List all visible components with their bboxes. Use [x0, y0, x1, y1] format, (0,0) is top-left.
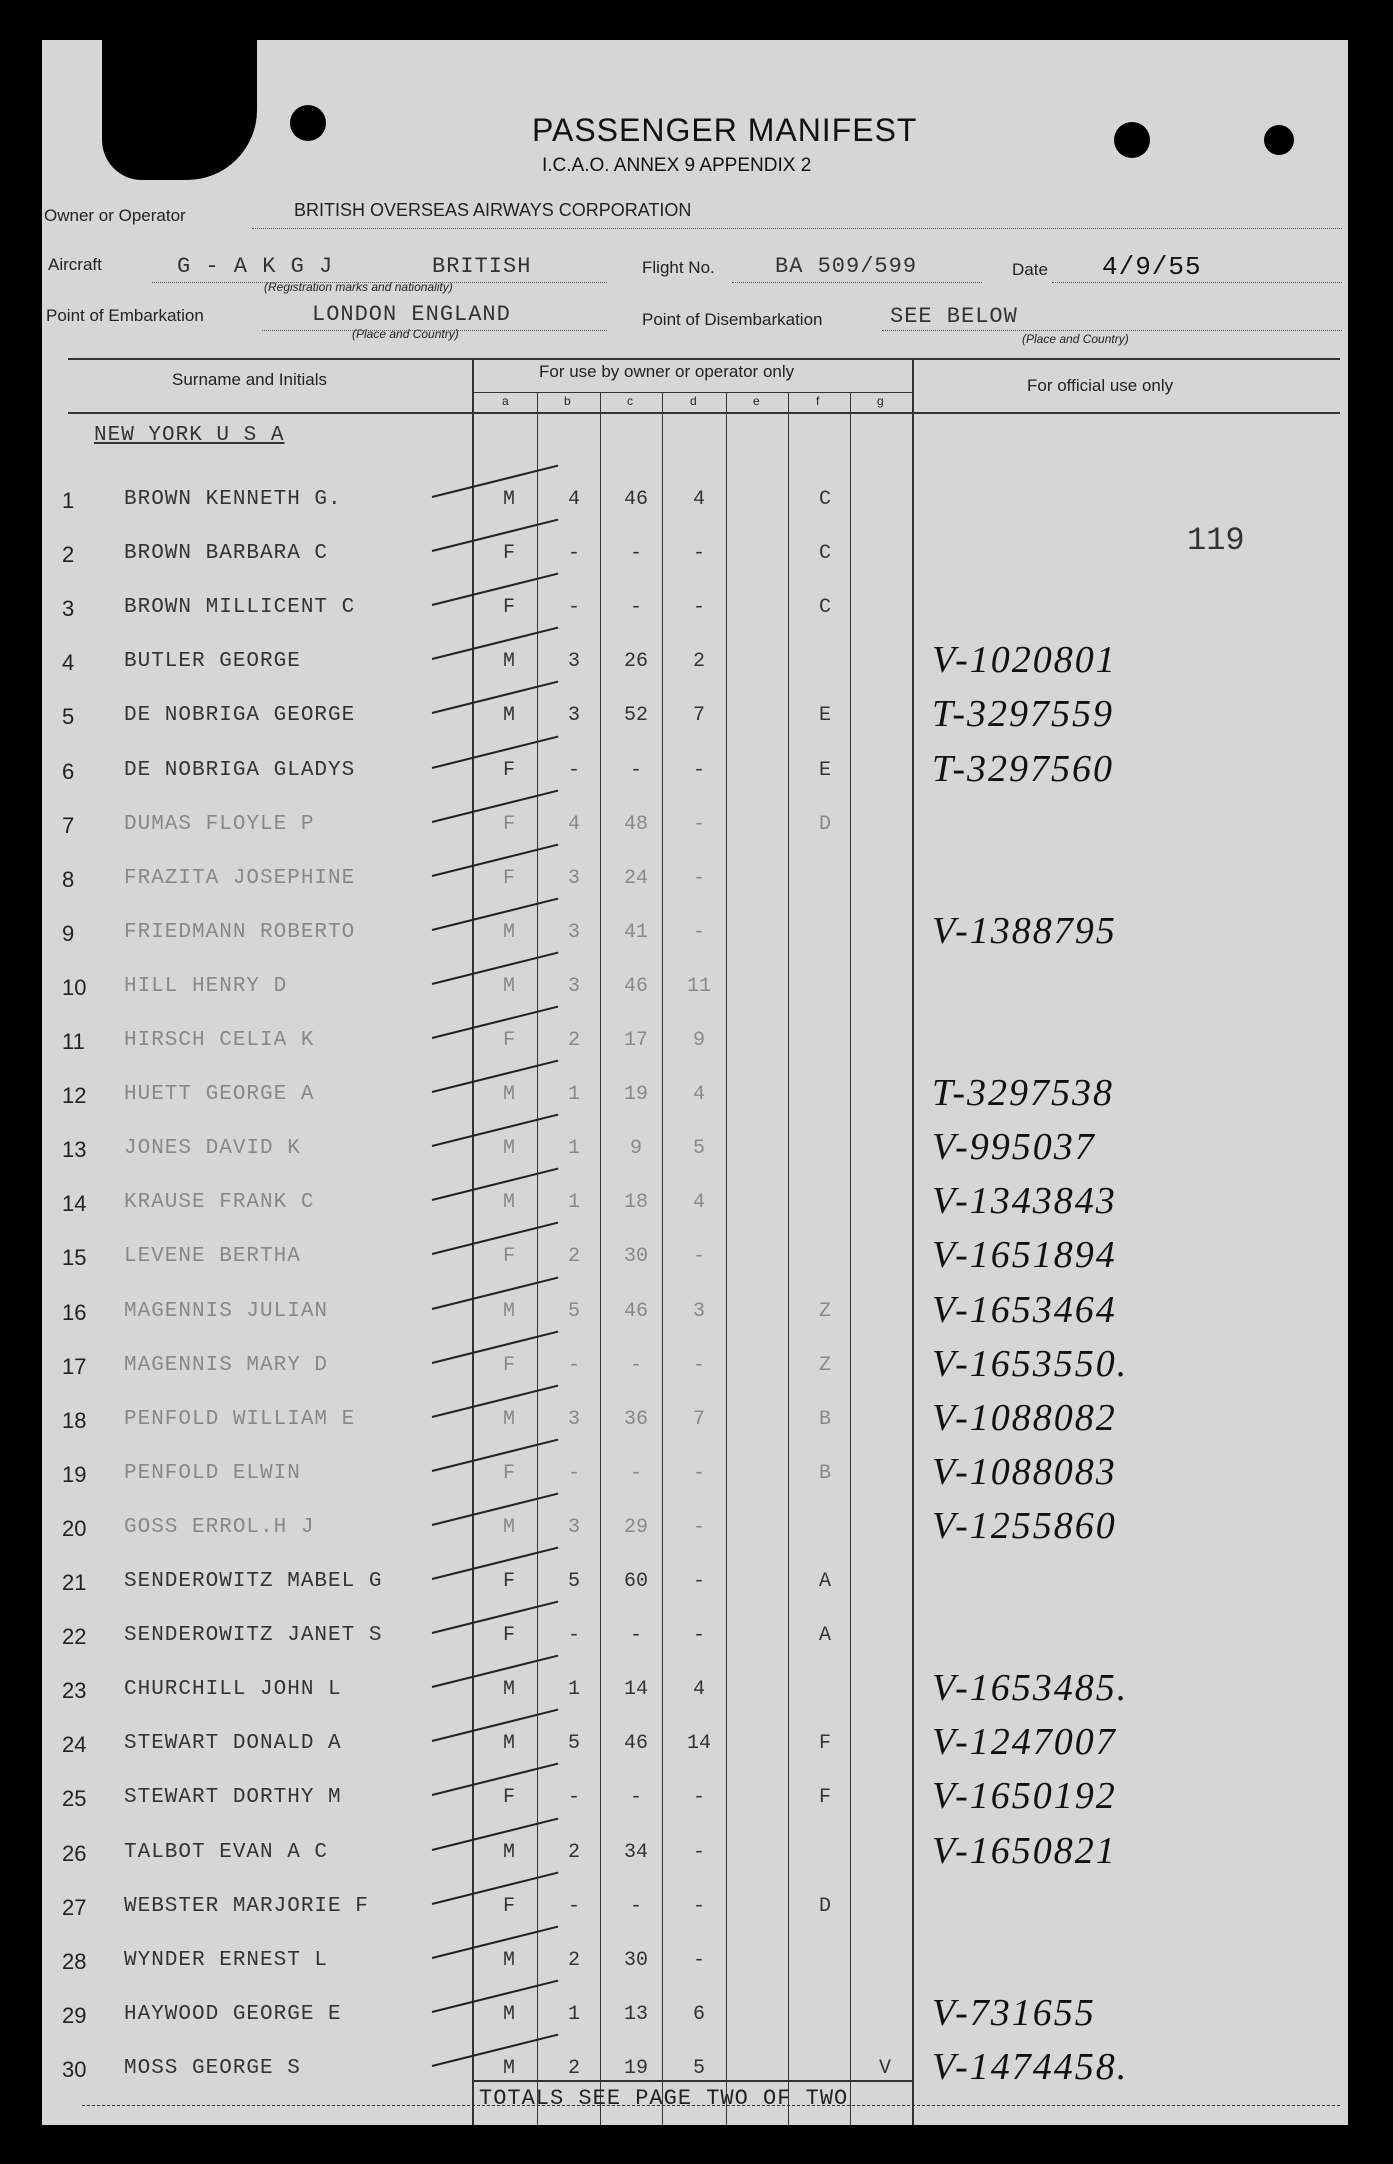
cell-a: M: [502, 1516, 515, 1539]
passenger-name: BROWN KENNETH G.: [124, 488, 342, 511]
row-number: 15: [62, 1245, 87, 1270]
cell-a: M: [502, 1300, 515, 1323]
official-number: V-1651894: [932, 1234, 1117, 1276]
cell-d: -: [692, 1462, 705, 1485]
cell-c: 60: [623, 1570, 648, 1593]
cell-c: -: [629, 759, 642, 782]
cell-c: -: [629, 542, 642, 565]
cell-c: 46: [623, 1300, 648, 1323]
cell-d: -: [692, 1516, 705, 1539]
cell-c: 14: [623, 1678, 648, 1701]
row-number: 29: [62, 2003, 87, 2028]
passenger-name: BUTLER GEORGE: [124, 650, 301, 673]
cell-b: 1: [567, 1678, 580, 1701]
cell-f: D: [818, 1895, 831, 1918]
disembark-value: SEE BELOW: [890, 304, 1018, 329]
embark-note: (Place and Country): [352, 327, 459, 341]
passenger-name: GOSS ERROL.H J: [124, 1516, 315, 1539]
cell-d: 9: [692, 1029, 705, 1052]
cell-a: M: [502, 1191, 515, 1214]
cell-c: 46: [623, 488, 648, 511]
passenger-name: BROWN MILLICENT C: [124, 596, 356, 619]
cell-a: M: [502, 2003, 515, 2026]
cell-b: 5: [567, 1732, 580, 1755]
cell-d: -: [692, 1949, 705, 1972]
cell-f: C: [818, 542, 831, 565]
cell-c: 18: [623, 1191, 648, 1214]
cell-b: 1: [567, 1137, 580, 1160]
official-number: V-1255860: [932, 1505, 1117, 1547]
row-number: 5: [62, 704, 75, 729]
cell-c: -: [629, 1895, 642, 1918]
passenger-name: CHURCHILL JOHN L: [124, 1678, 342, 1701]
cell-a: F: [502, 1354, 515, 1377]
cell-b: 3: [567, 921, 580, 944]
subcol-c: c: [627, 394, 633, 408]
row-number: 14: [62, 1191, 87, 1216]
cell-a: M: [502, 1841, 515, 1864]
cell-a: M: [502, 1137, 515, 1160]
passenger-name: TALBOT EVAN A C: [124, 1841, 329, 1864]
cell-d: 7: [692, 1408, 705, 1431]
cell-f: F: [818, 1786, 831, 1809]
cell-c: 41: [623, 921, 648, 944]
row-number: 16: [62, 1300, 87, 1325]
passenger-name: LEVENE BERTHA: [124, 1245, 301, 1268]
cell-b: 3: [567, 1408, 580, 1431]
cell-d: -: [692, 1841, 705, 1864]
cell-a: M: [502, 1408, 515, 1431]
cell-c: 17: [623, 1029, 648, 1052]
date-value: 4/9/55: [1102, 252, 1202, 282]
cell-c: 29: [623, 1516, 648, 1539]
official-number: V-1653550.: [932, 1343, 1129, 1385]
embark-value: LONDON ENGLAND: [312, 302, 511, 327]
cell-d: 14: [686, 1732, 711, 1755]
page-title: PASSENGER MANIFEST: [532, 112, 918, 148]
official-number: V-995037: [932, 1126, 1096, 1168]
cell-a: F: [502, 1570, 515, 1593]
cell-c: 24: [623, 867, 648, 890]
subcol-a: a: [502, 394, 509, 408]
official-number: V-1474458.: [932, 2046, 1129, 2088]
cell-b: 2: [567, 1245, 580, 1268]
cell-d: 6: [692, 2003, 705, 2026]
cell-f: B: [818, 1462, 831, 1485]
official-number: V-1088083: [932, 1451, 1117, 1493]
official-number: V-1247007: [932, 1721, 1117, 1763]
page-subtitle: I.C.A.O. ANNEX 9 APPENDIX 2: [542, 155, 812, 176]
subcol-e: e: [753, 394, 760, 408]
cell-c: -: [629, 1462, 642, 1485]
cell-a: M: [502, 1732, 515, 1755]
cell-d: 4: [692, 1678, 705, 1701]
cell-d: 7: [692, 704, 705, 727]
cell-d: 2: [692, 650, 705, 673]
owner-value: BRITISH OVERSEAS AIRWAYS CORPORATION: [294, 200, 692, 220]
passenger-name: STEWART DONALD A: [124, 1732, 342, 1755]
row-number: 10: [62, 975, 87, 1000]
cell-g: V: [878, 2057, 891, 2080]
cell-a: F: [502, 1029, 515, 1052]
col-surname-header: Surname and Initials: [172, 370, 327, 389]
cell-d: -: [692, 1245, 705, 1268]
cell-c: 30: [623, 1949, 648, 1972]
row-number: 11: [62, 1029, 85, 1054]
cell-d: 11: [686, 975, 711, 998]
row-number: 26: [62, 1841, 87, 1866]
passenger-name: HUETT GEORGE A: [124, 1083, 315, 1106]
cell-f: Z: [818, 1354, 831, 1377]
cell-b: 3: [567, 704, 580, 727]
subcol-f: f: [816, 394, 820, 408]
official-number: V-1343843: [932, 1180, 1117, 1222]
cell-f: C: [818, 488, 831, 511]
row-number: 4: [62, 650, 75, 675]
cell-a: M: [502, 650, 515, 673]
row-number: 20: [62, 1516, 87, 1541]
col-official-header: For official use only: [1027, 376, 1174, 395]
cell-a: F: [502, 596, 515, 619]
passenger-name: STEWART DORTHY M: [124, 1786, 342, 1809]
passenger-name: HAYWOOD GEORGE E: [124, 2003, 342, 2026]
cell-c: 46: [623, 975, 648, 998]
passenger-name: DUMAS FLOYLE P: [124, 813, 315, 836]
cell-b: -: [567, 1786, 580, 1809]
cell-a: M: [502, 704, 515, 727]
punch-hole-right: [1114, 122, 1150, 158]
passenger-name: FRAZITA JOSEPHINE: [124, 867, 356, 890]
cell-b: 2: [567, 1949, 580, 1972]
passenger-name: KRAUSE FRANK C: [124, 1191, 315, 1214]
cell-c: 9: [629, 1137, 642, 1160]
row-number: 19: [62, 1462, 87, 1487]
cell-b: -: [567, 1624, 580, 1647]
cell-a: F: [502, 1462, 515, 1485]
cell-c: -: [629, 596, 642, 619]
cell-b: -: [567, 1354, 580, 1377]
cell-d: -: [692, 1354, 705, 1377]
subcol-b: b: [564, 394, 571, 408]
cell-b: -: [567, 596, 580, 619]
cell-d: 4: [692, 1191, 705, 1214]
punch-hole-left: [290, 105, 326, 141]
cell-b: 2: [567, 2057, 580, 2080]
cell-c: 34: [623, 1841, 648, 1864]
cell-f: D: [818, 813, 831, 836]
cell-d: -: [692, 1895, 705, 1918]
aircraft-note: (Registration marks and nationality): [264, 280, 453, 294]
cell-c: -: [629, 1624, 642, 1647]
passenger-name: PENFOLD ELWIN: [124, 1462, 301, 1485]
cell-d: -: [692, 1624, 705, 1647]
passenger-name: JONES DAVID K: [124, 1137, 301, 1160]
cell-a: M: [502, 488, 515, 511]
row-number: 25: [62, 1786, 87, 1811]
row-number: 12: [62, 1083, 87, 1108]
passenger-name: SENDEROWITZ MABEL G: [124, 1570, 383, 1593]
cell-c: 26: [623, 650, 648, 673]
cell-b: 3: [567, 650, 580, 673]
cell-d: -: [692, 921, 705, 944]
official-number: V-1088082: [932, 1397, 1117, 1439]
row-number: 21: [62, 1570, 87, 1595]
cell-d: -: [692, 542, 705, 565]
cell-c: 13: [623, 2003, 648, 2026]
cell-a: M: [502, 921, 515, 944]
official-number: V-1650192: [932, 1775, 1117, 1817]
cell-b: 3: [567, 867, 580, 890]
official-number: T-3297559: [932, 693, 1114, 735]
cell-b: 4: [567, 488, 580, 511]
cell-a: M: [502, 1083, 515, 1106]
cell-f: E: [818, 704, 831, 727]
cell-a: F: [502, 542, 515, 565]
row-number: 6: [62, 759, 75, 784]
cell-c: -: [629, 1354, 642, 1377]
date-label: Date: [1012, 260, 1048, 279]
passenger-name: MAGENNIS MARY D: [124, 1354, 329, 1377]
cell-b: -: [567, 1462, 580, 1485]
cell-c: 19: [623, 2057, 648, 2080]
cell-f: B: [818, 1408, 831, 1431]
passenger-name: HILL HENRY D: [124, 975, 288, 998]
cell-d: -: [692, 1570, 705, 1593]
official-number: V-1650821: [932, 1830, 1117, 1872]
cell-a: F: [502, 759, 515, 782]
row-number: 23: [62, 1678, 87, 1703]
cell-d: -: [692, 759, 705, 782]
cell-b: 2: [567, 1029, 580, 1052]
cell-c: 46: [623, 1732, 648, 1755]
cell-a: F: [502, 1624, 515, 1647]
official-number: V-1020801: [932, 639, 1117, 681]
row-number: 13: [62, 1137, 87, 1162]
row-number: 27: [62, 1895, 87, 1920]
cell-b: 5: [567, 1570, 580, 1593]
cell-c: 19: [623, 1083, 648, 1106]
passenger-name: DE NOBRIGA GLADYS: [124, 759, 356, 782]
row-number: 3: [62, 596, 75, 621]
row-number: 30: [62, 2057, 87, 2082]
row-number: 28: [62, 1949, 87, 1974]
subcol-d: d: [690, 394, 697, 408]
punch-hole-edge: [1264, 125, 1294, 155]
passenger-name: WYNDER ERNEST L: [124, 1949, 329, 1972]
cell-a: M: [502, 975, 515, 998]
passenger-name: FRIEDMANN ROBERTO: [124, 921, 356, 944]
cell-f: E: [818, 759, 831, 782]
row-number: 22: [62, 1624, 87, 1649]
cell-a: F: [502, 867, 515, 890]
row-number: 2: [62, 542, 75, 567]
cell-a: F: [502, 1895, 515, 1918]
cell-b: -: [567, 1895, 580, 1918]
cell-c: 52: [623, 704, 648, 727]
cell-b: -: [567, 542, 580, 565]
cell-c: 30: [623, 1245, 648, 1268]
disembark-note: (Place and Country): [1022, 332, 1129, 346]
section-heading: NEW YORK U S A: [94, 424, 285, 447]
row-number: 8: [62, 867, 75, 892]
cell-b: 3: [567, 975, 580, 998]
cell-d: -: [692, 596, 705, 619]
aircraft-nationality: BRITISH: [432, 254, 532, 279]
official-number: T-3297538: [932, 1072, 1114, 1114]
aircraft-value: G - A K G J: [177, 254, 334, 279]
row-number: 1: [62, 488, 75, 513]
cell-d: 5: [692, 2057, 705, 2080]
cell-d: -: [692, 867, 705, 890]
cell-d: 4: [692, 488, 705, 511]
subcol-g: g: [877, 394, 884, 408]
col-owner-header: For use by owner or operator only: [539, 362, 795, 381]
cell-d: 3: [692, 1300, 705, 1323]
cell-a: F: [502, 1245, 515, 1268]
cell-f: A: [818, 1570, 831, 1593]
passenger-name: HIRSCH CELIA K: [124, 1029, 315, 1052]
cell-f: F: [818, 1732, 831, 1755]
official-number: V-731655: [932, 1992, 1096, 2034]
torn-corner: [102, 40, 257, 180]
embark-label: Point of Embarkation: [46, 306, 204, 325]
cell-f: C: [818, 596, 831, 619]
passenger-name: BROWN BARBARA C: [124, 542, 329, 565]
row-number: 24: [62, 1732, 87, 1757]
disembark-label: Point of Disembarkation: [642, 310, 823, 329]
cell-d: -: [692, 813, 705, 836]
passenger-name: WEBSTER MARJORIE F: [124, 1895, 369, 1918]
cell-b: 1: [567, 2003, 580, 2026]
cell-c: 36: [623, 1408, 648, 1431]
page-count-note: 119: [1187, 522, 1245, 559]
cell-d: 4: [692, 1083, 705, 1106]
row-number: 17: [62, 1354, 87, 1379]
cell-b: 3: [567, 1516, 580, 1539]
row-number: 18: [62, 1408, 87, 1433]
cell-b: 2: [567, 1841, 580, 1864]
cell-b: 4: [567, 813, 580, 836]
row-number: 9: [62, 921, 75, 946]
flight-label: Flight No.: [642, 258, 715, 277]
aircraft-label: Aircraft: [48, 255, 102, 274]
cell-b: 5: [567, 1300, 580, 1323]
official-number: V-1653485.: [932, 1667, 1129, 1709]
cell-a: M: [502, 1949, 515, 1972]
official-number: T-3297560: [932, 748, 1114, 790]
cell-b: 1: [567, 1083, 580, 1106]
cell-a: F: [502, 813, 515, 836]
cell-b: 1: [567, 1191, 580, 1214]
official-number: V-1388795: [932, 910, 1117, 952]
passenger-name: MOSS GEORGE S: [124, 2057, 301, 2080]
cell-d: 5: [692, 1137, 705, 1160]
owner-label: Owner or Operator: [44, 206, 186, 225]
manifest-sheet: [42, 40, 1348, 2125]
passenger-name: PENFOLD WILLIAM E: [124, 1408, 356, 1431]
cell-f: Z: [818, 1300, 831, 1323]
cell-d: -: [692, 1786, 705, 1809]
cell-a: F: [502, 1786, 515, 1809]
cell-c: -: [629, 1786, 642, 1809]
cell-a: M: [502, 2057, 515, 2080]
passenger-name: SENDEROWITZ JANET S: [124, 1624, 383, 1647]
flight-value: BA 509/599: [775, 254, 918, 279]
passenger-name: MAGENNIS JULIAN: [124, 1300, 329, 1323]
cell-a: M: [502, 1678, 515, 1701]
official-number: V-1653464: [932, 1289, 1117, 1331]
cell-f: A: [818, 1624, 831, 1647]
row-number: 7: [62, 813, 75, 838]
cell-c: 48: [623, 813, 648, 836]
totals-note: TOTALS SEE PAGE TWO OF TWO: [479, 2086, 849, 2111]
cell-b: -: [567, 759, 580, 782]
passenger-name: DE NOBRIGA GEORGE: [124, 704, 356, 727]
